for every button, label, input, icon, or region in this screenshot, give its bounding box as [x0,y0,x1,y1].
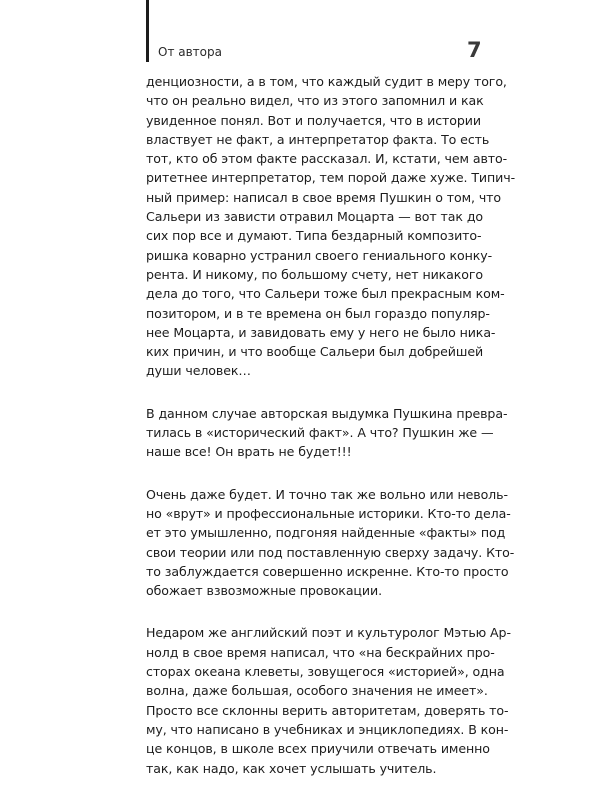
text-line: сторах океана клеветы, зовущегося «историей», одна [146,664,505,680]
text-line: увиденное понял. Вот и получается, что в истории [146,112,481,128]
text-line: наше все! Он врать не будет!!! [146,444,352,460]
paragraph [146,485,515,601]
text-line: то заблуждается совершенно искренне. Кто-то просто [146,563,509,579]
text-line: Сальери из зависти отравил Моцарта — вот так до [146,209,484,225]
text-line: це концов, в школе всех приучили отвечать именно [146,741,490,757]
text-line: Недаром же английский поэт и культуролог Мэтью Ар- [146,625,511,641]
text-line: ный пример: написал в свое время Пушкин о том, что [146,189,502,205]
text-line: денциозности, а в том, что каждый судит в меру того, [146,74,507,89]
text-line: В данном случае авторская выдумка Пушкина превра- [146,405,508,421]
text-line: ких причин, и что вообще Сальери был добрейшей [146,344,484,360]
text-line: дела до того, что Сальери тоже был прекрасным ком- [146,286,505,302]
running-head: От автора [158,45,222,59]
text-line: тилась в «исторический факт». А что? Пушкин же — [146,425,494,441]
margin-rule [146,0,149,62]
text-line: обожает взвозможные провокации. [146,583,382,599]
text-line: свои теории или под поставленную сверху задачу. Кто- [146,544,515,560]
text-line: души человек… [146,363,251,379]
text-line: ришка коварно устранил своего гениального конку- [146,247,493,263]
text-line: позитором, и в те времена он был гораздо популяр- [146,305,490,321]
page-number: 7 [467,38,482,62]
text-line: тот, кто об этом факте рассказал. И, кстати, чем авто- [146,151,508,167]
text-line: Просто все склонны верить авторитетам, доверять то- [146,702,509,718]
text-line: му, что написано в учебниках и энциклопедиях. В кон- [146,721,509,737]
text-line: сих пор все и думают. Типа бездарный композито- [146,228,482,244]
text-line: властвует не факт, а интерпретатор факта. То есть [146,131,490,147]
text-line: волна, даже большая, особого значения не имеет». [146,683,488,699]
text-line: рента. И никому, по большому счету, нет никакого [146,266,484,282]
text-line: что он реально видел, что из этого запомнил и как [146,93,484,109]
text-line: ет это умышленно, подгоняя найденные «факты» под [146,525,506,541]
paragraph [146,404,508,462]
text-line: но «врут» и профессиональные историки. Кто-то дела- [146,505,511,521]
text-line: Очень даже будет. И точно так же вольно или неволь- [146,486,508,502]
text-line: ритетнее интерпретатор, тем порой даже хуже. Типич- [146,170,516,186]
paragraph [146,623,511,777]
text-line: нее Моцарта, и завидовать ему у него не было ника- [146,324,496,340]
text-line: так, как надо, как хочет услышать учитель. [146,760,437,776]
paragraph [146,72,516,381]
text-line: нолд в свое время написал, что «на бескрайних про- [146,644,495,660]
body-text [146,72,516,801]
